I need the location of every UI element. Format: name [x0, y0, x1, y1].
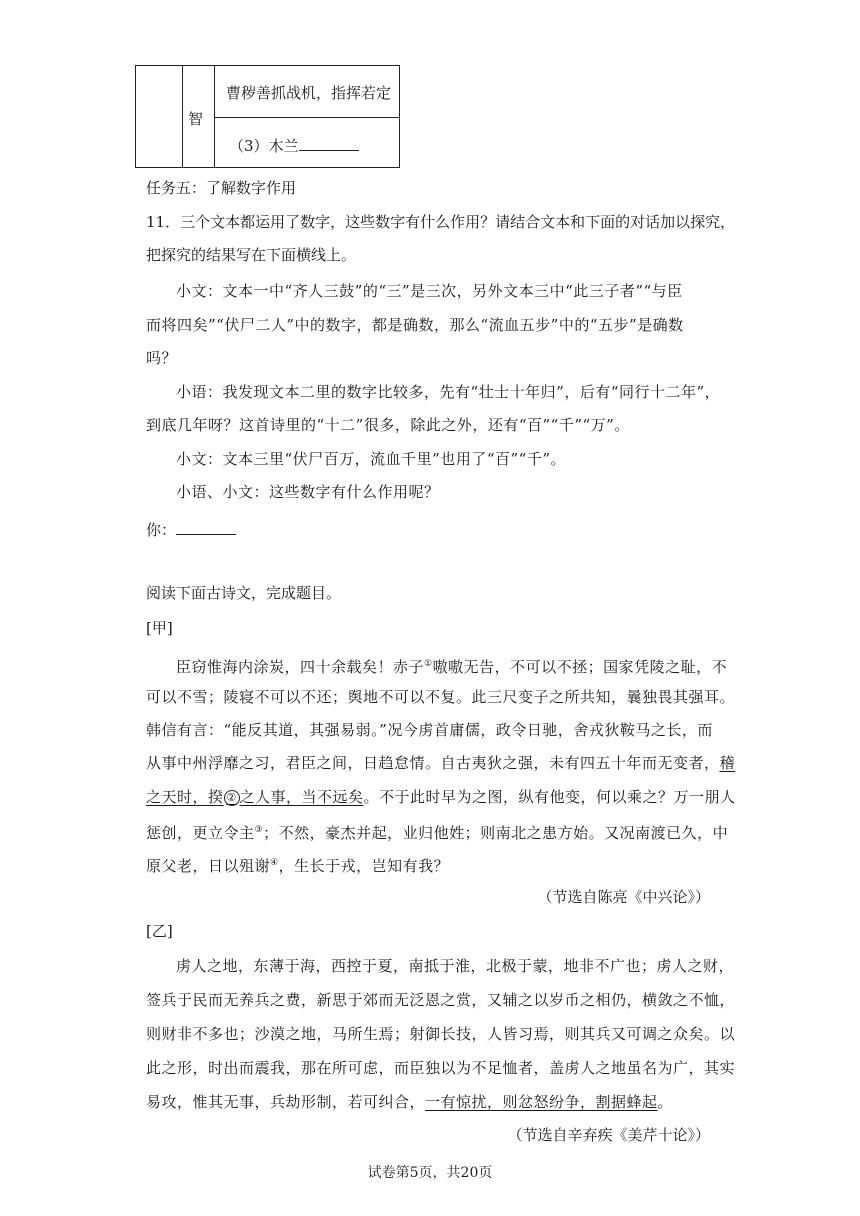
table-cell-answer — [229, 134, 359, 156]
passage-text: 。 — [657, 1093, 674, 1111]
underlined-text: 之人事，当不远矣 — [239, 788, 364, 806]
footnote-marker: ③ — [254, 825, 264, 835]
underlined-text: 之天时，揆 — [146, 788, 224, 806]
answer-prompt: 你： — [146, 521, 177, 539]
passage-line: 虏人之地，东薄于海，西控于夏，南抵于淮，北极于蒙，地非不广也；虏人之财， — [176, 957, 735, 975]
passage-line: 可以不雪；陵寝不可以不还；舆地不可以不复。此三尺变子之所共知，曩独畏其强耳。 — [146, 688, 736, 706]
dialogue-line: 小文：文本三里“伏尸百万，流血千里”也用了“百”“千”。 — [176, 450, 567, 468]
source-citation: （节选自辛弃疾《美芹十论》） — [507, 1126, 710, 1144]
passage-text: 嗷嗷无告，不可以不拯；国家凭陵之耻，不 — [432, 658, 728, 676]
passage-text: 。不于此时早为之图，纵有他变，何以乘之？万一朋人 — [363, 788, 736, 806]
footnote-marker: ④ — [270, 858, 279, 868]
reading-instruction: 阅读下面古诗文，完成题目。 — [146, 584, 342, 602]
footnote-marker: ② — [224, 790, 240, 806]
passage-line: 韩信有言：“能反其道，其强易弱。”况今虏首庸儒，政令日驰，舍戎狄鞍马之长，而 — [146, 721, 713, 739]
passage-line — [146, 820, 728, 843]
passage-text: ；不然，豪杰并起，业归他姓；则南北之患方始。又况南渡已久，中 — [263, 824, 729, 842]
passage-text: 易攻，惟其无事，兵劫形制，若可纠合， — [146, 1093, 426, 1111]
passage-text: ，生长于戎，岂知有我？ — [278, 857, 450, 875]
passage-line — [146, 1092, 673, 1112]
passage-text: 原父老，日以殂谢 — [146, 857, 271, 875]
question-text: 11．三个文本都运用了数字，这些数字有什么作用？请结合文本和下面的对话加以探究， — [146, 213, 736, 231]
task-heading: 任务五：了解数字作用 — [146, 179, 297, 197]
table-row-label: 智 — [188, 110, 204, 128]
passage-line: 则财非不多也；沙漠之地，马所生焉；射御长技，人皆习焉，则其兵又可调之众矣。以 — [146, 1025, 736, 1043]
dialogue-line: 小文：文本一中“齐人三鼓”的“三”是三次，另外文本三中“此三子者”“与臣 — [176, 282, 683, 300]
passage-line: 签兵于民而无养兵之费，新思于郊而无泛恩之赏，又辅之以岁币之相仍，横敛之不恤， — [146, 991, 736, 1009]
dialogue-line: 到底几年呀？这首诗里的“十二”很多，除此之外，还有“百”“千”“万”。 — [146, 416, 630, 434]
cell-text: （3）木兰 — [229, 137, 299, 155]
passage-text: 臣窃惟海内涂炭，四十余载矣！赤子 — [176, 658, 425, 676]
underlined-text: 稽 — [719, 754, 736, 772]
passage-line — [176, 654, 727, 677]
source-citation: （节选自陈亮《中兴论》） — [537, 888, 710, 906]
passage-text: 从事中州浮靡之习，君臣之间，日趋怠情。自古夷狄之强，未有四五十年而无变者， — [146, 754, 720, 772]
dialogue-line: 小语：我发现文本二里的数字比较多，先有“壮士十年归”，后有“同行十二年”， — [176, 383, 721, 401]
passage-line — [146, 753, 735, 773]
dialogue-line: 吗？ — [146, 349, 178, 367]
question-text: 把探究的结果写在下面横线上。 — [146, 246, 357, 264]
passage-label: [甲] — [146, 619, 173, 637]
dialogue-line: 而将四矣”“伏尸二人”中的数字，都是确数，那么“流血五步”中的“五步”是确数 — [146, 316, 684, 334]
answer-blank[interactable] — [299, 134, 359, 151]
passage-line — [146, 787, 736, 807]
passage-text: 惩创，更立令主 — [146, 824, 255, 842]
table-divider — [214, 117, 400, 118]
passage-line — [146, 853, 449, 876]
table-cell: 曹秽善抓战机，指挥若定 — [226, 84, 392, 102]
page-footer: 试卷第5页，共20页 — [367, 1165, 493, 1181]
answer-line — [146, 518, 236, 540]
table-divider — [182, 65, 183, 168]
dialogue-line: 小语、小文：这些数字有什么作用呢？ — [176, 483, 440, 501]
answer-blank[interactable] — [176, 518, 236, 535]
footnote-marker: ① — [424, 659, 433, 669]
passage-line: 此之形，时出而震我，那在所可虑，而臣独以为不足恤者，盖虏人之地虽名为广，其实 — [146, 1059, 736, 1077]
underlined-text: 一有惊扰，则忿怒纷争，割据蜂起 — [425, 1093, 658, 1111]
passage-label: [乙] — [146, 922, 173, 940]
